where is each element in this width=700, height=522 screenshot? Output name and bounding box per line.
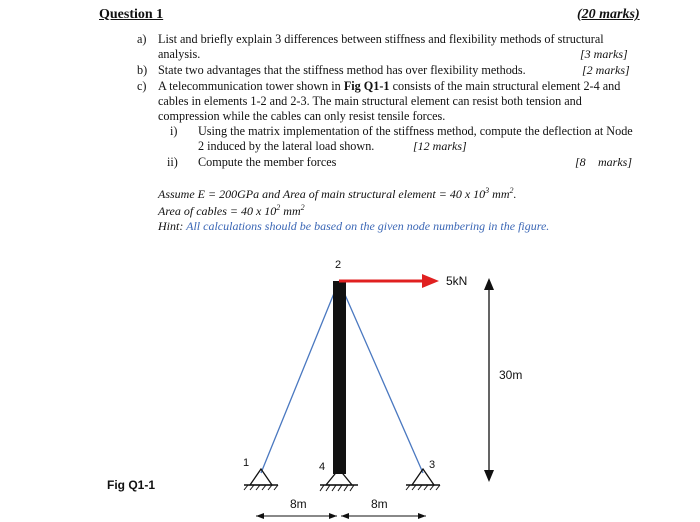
sub-i-line-2: 2 induced by the lateral load shown. [198,139,375,153]
question-total-marks: (20 marks) [577,7,640,22]
assumption-unit-exponent-1: 2 [509,186,514,195]
hint-text: All calculations should be based on the given node numbering in the figure. [186,219,550,233]
part-a-line-2: analysis. [158,47,201,61]
part-a-label: a) [137,32,147,46]
span-arrow-mid-right [341,513,349,519]
load-arrowhead [422,274,439,288]
part-c-label: c) [137,79,147,93]
height-label: 30m [499,368,523,382]
part-c-line-3: compression while the cables can only resist tensile forces. [158,109,446,123]
assumption-unit-1: mm [489,187,510,201]
question-title: Question 1 [99,7,164,22]
sub-ii-label: ii) [167,155,178,169]
assumption-period: . [513,187,517,201]
hint-label: Hint: [158,219,187,233]
node-label-3: 3 [429,459,436,471]
span-label-right: 8m [371,497,388,511]
assumption-unit-exponent-2: 2 [300,203,305,212]
load-label: 5kN [446,274,468,288]
cable-1-2 [261,281,339,473]
assumption-e-area: Assume E = 200GPa and Area of main structural element = 40 x 10 [158,187,486,201]
figure-caption: Fig Q1-1 [107,478,156,492]
assumption-cable-area: Area of cables = 40 x 10 [158,204,277,218]
assumption-unit-2: mm [280,204,301,218]
assumption-exponent-2: 2 [276,203,281,212]
figure-reference: Fig Q1-1 [343,79,390,93]
span-label-left: 8m [290,497,307,511]
part-b-label: b) [137,63,148,77]
sub-ii-marks-open: [8 [575,155,586,169]
part-c-line-1-pre: A telecommunication tower shown in [158,79,344,93]
node-label-4: 4 [319,461,326,473]
part-b-marks: [2 marks] [582,63,630,77]
sub-i-label: i) [170,124,178,138]
span-arrow-left-end [256,513,264,519]
part-a-line-1: List and briefly explain 3 differences between stiffness and flexibility methods of structural [158,32,604,46]
cable-2-3 [339,281,423,473]
node-label-1: 1 [243,457,250,469]
sub-i-line-1: Using the matrix implementation of the stiffness method, compute the deflection at Node [198,124,633,138]
part-c-line-1-post: consists of the main structural element 2-4 and [389,79,621,93]
part-a-marks: [3 marks] [580,47,628,61]
sub-i-marks: [12 marks] [413,139,467,153]
span-arrow-mid-left [329,513,337,519]
span-arrow-right-end [418,513,426,519]
tower-element-2-4 [333,281,346,474]
node-label-2: 2 [335,259,342,271]
part-b-line-1: State two advantages that the stiffness method has over flexibility methods. [158,63,526,77]
part-c-line-2: cables in elements 1-2 and 2-3. The main structural element can resist both tension and [158,94,582,108]
height-arrow-top [484,278,494,290]
sub-ii-marks-word: marks] [598,155,633,169]
sub-ii-line-1: Compute the member forces [198,155,337,169]
height-arrow-bottom [484,470,494,482]
assumption-exponent-1: 3 [485,186,490,195]
